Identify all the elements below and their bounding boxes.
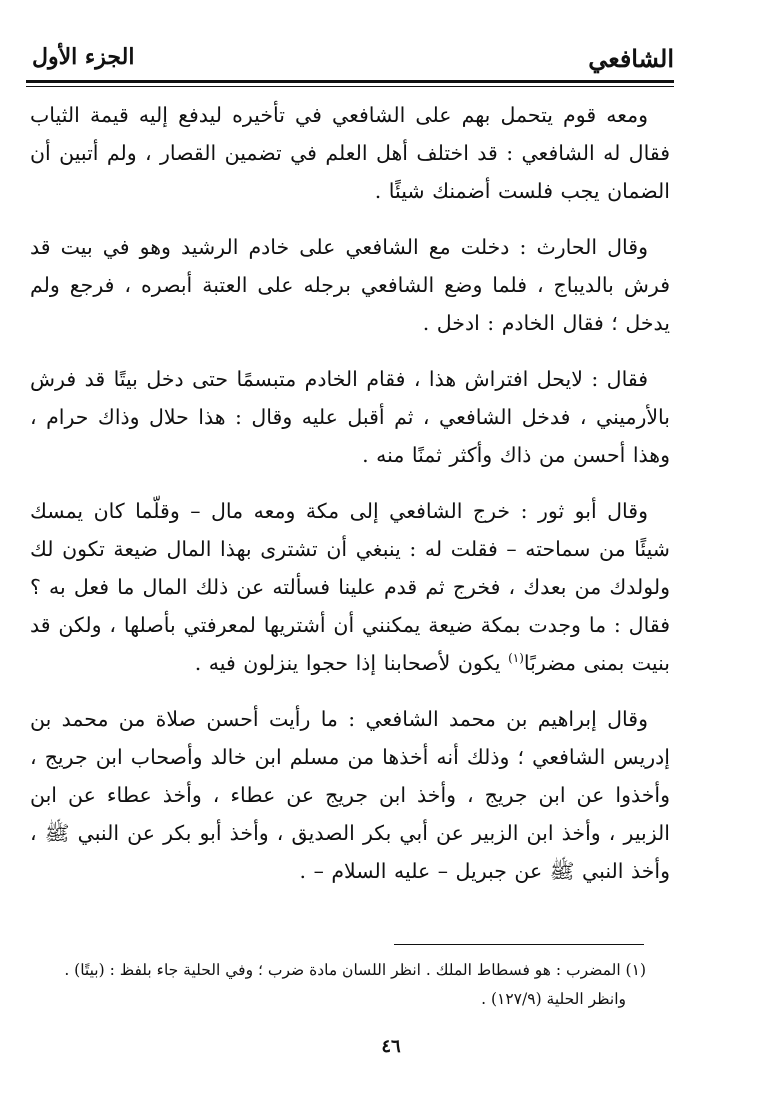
paragraph: ومعه قوم يتحمل بهم على الشافعي في تأخيره ليدفع إليه قيمة الثياب فقال له الشافعي : قد اختلف أهل العلم في تضمين القصار ، ولم أتبين أن الضمان يجب فلست أضمنك شيئًا . <box>30 103 670 203</box>
volume-label: الجزء الأول <box>32 44 135 70</box>
paragraph: وقال الحارث : دخلت مع الشافعي على خادم الرشيد وهو في بيت قد فرش بالديباج ، فلما وضع الشافعي برجله على العتبة أبصره ، فرجع ولم يدخل ؛ فقال الخادم : ادخل . <box>30 235 670 335</box>
footnote-reference[interactable]: (١) <box>508 651 524 666</box>
footnote-line: وانظر الحلية (١٢٧/٩) . <box>481 990 626 1008</box>
header-rule-thick <box>26 80 674 83</box>
footnote <box>40 956 646 1014</box>
page-number: ٤٦ <box>381 1036 401 1057</box>
paragraph: وقال أبو ثور : خرج الشافعي إلى مكة ومعه مال – وقلّما كان يمسك شيئًا من سماحته – فقلت له : ينبغي أن تشترى بهذا المال ضيعة تكون لك ولولدك من بعدك ، فخرج ثم قدم علينا فسألته عن ذلك المال ما فعل به ؟ فقال : ما وجدت بمكة ضيعة يمكنني أن أشتريها لمعرفتي بأصلها ، ولكن قد بنيت بمنى مضربًا$^{(١)}$ يكون لأصحابنا إذا حجوا ينزلون فيه . <box>30 499 670 675</box>
footnote-line: (١) المضرب : هو فسطاط الملك . انظر اللسان مادة ضرب ؛ وفي الحلية جاء بلفظ : (بيتًا) . <box>64 961 646 979</box>
running-header <box>26 40 674 76</box>
main-text <box>30 96 670 908</box>
paragraph: وقال إبراهيم بن محمد الشافعي : ما رأيت أحسن صلاة من محمد بن إدريس الشافعي ؛ وذلك أنه أخذها من مسلم ابن خالد وأصحاب ابن جريج ، وأخذوا عن ابن جريج ، وأخذ ابن جريج عن عطاء ، وأخذ عطاء عن ابن الزبير ، وأخذ ابن الزبير عن أبي بكر الصديق ، وأخذ أبو بكر عن النبي ﷺ ، وأخذ النبي ﷺ عن جبريل – عليه السلام – . <box>30 707 670 883</box>
book-title: الشافعي <box>588 44 674 73</box>
header-rule-thin <box>26 86 674 87</box>
footnote-separator <box>394 944 644 945</box>
paragraph: فقال : لايحل افتراش هذا ، فقام الخادم متبسمًا حتى دخل بيتًا قد فرش بالأرميني ، فدخل الشافعي ، ثم أقبل عليه وقال : هذا حلال وذاك حرام ، وهذا أحسن من ذاك وأكثر ثمنًا منه . <box>30 367 670 467</box>
